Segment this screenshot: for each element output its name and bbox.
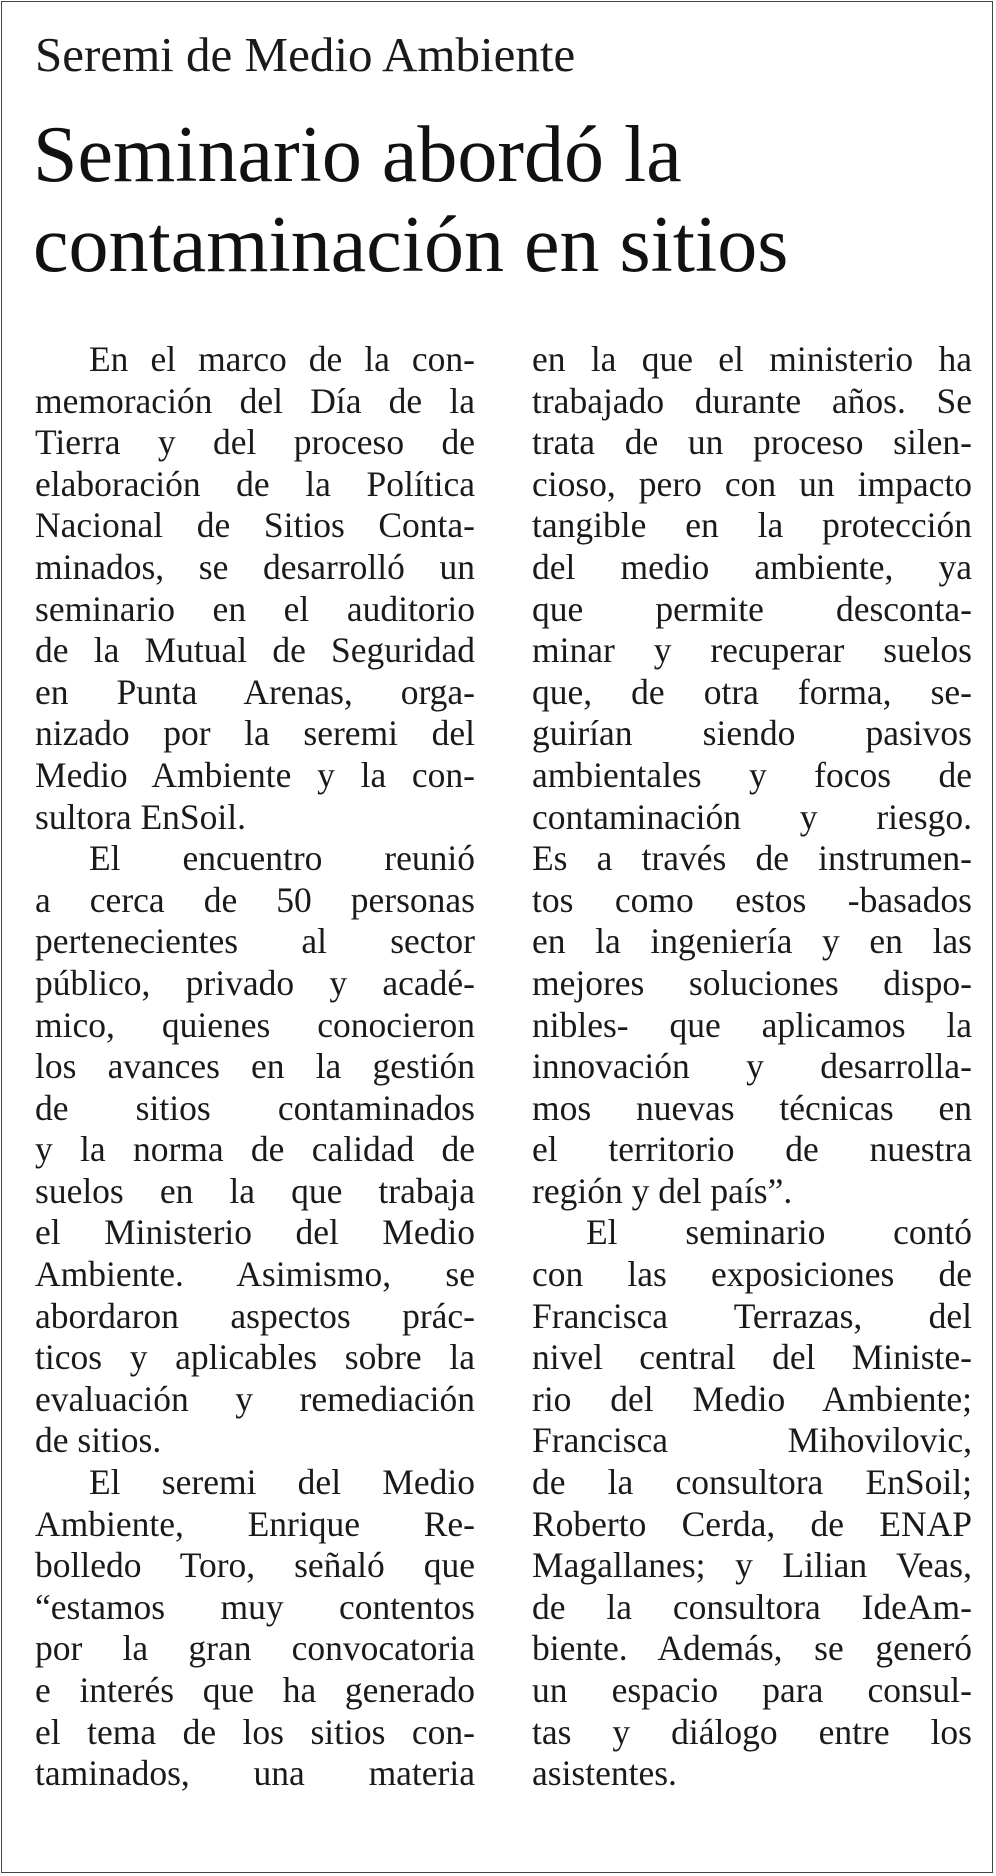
body-text-line: región y del país”.	[532, 1170, 793, 1211]
body-text-line: en Punta Arenas, orga-	[35, 671, 475, 712]
body-column-right	[532, 339, 972, 1795]
body-text-line: asistentes.	[532, 1753, 677, 1794]
body-text-line: un espacio para consul-	[532, 1670, 972, 1710]
body-text-line: con las exposiciones de	[532, 1254, 972, 1295]
headline-line: Seminario abordó la	[33, 111, 682, 199]
body-text-line: cioso, pero con un impacto	[532, 463, 972, 504]
body-text-line: de sitios contaminados	[35, 1087, 475, 1128]
body-text-line: minar y recuperar suelos	[532, 630, 972, 671]
body-text-line: tas y diálogo entre los	[532, 1711, 972, 1752]
body-text-line: seminario en el auditorio	[35, 588, 475, 629]
body-text-line: evaluación y remediación	[35, 1378, 475, 1419]
body-text-line: Ambiente, Enrique Re-	[35, 1503, 475, 1544]
body-text-line: El seminario contó	[586, 1212, 972, 1253]
body-text-line: rio del Medio Ambiente;	[532, 1378, 972, 1419]
body-text-line: nizado por la seremi del	[35, 713, 475, 754]
body-text-line: de la consultora EnSoil;	[532, 1462, 972, 1503]
body-text-line: “estamos muy contentos	[35, 1586, 475, 1627]
section-kicker: Seremi de Medio Ambiente	[35, 27, 576, 82]
body-text-line: público, privado y acadé-	[35, 962, 475, 1003]
body-text-line: contaminación y riesgo.	[532, 796, 972, 837]
body-text-line: del medio ambiente, ya	[532, 546, 972, 587]
body-text-line: sultora EnSoil.	[35, 796, 247, 837]
body-text-line: Nacional de Sitios Conta-	[35, 505, 475, 546]
body-text-line: por la gran convocatoria	[35, 1628, 475, 1669]
body-text-line: minados, se desarrolló un	[35, 546, 475, 587]
article-frame	[1, 1, 993, 1873]
body-text-line: de la consultora IdeAm-	[532, 1586, 972, 1627]
headline-line: contaminación en sitios	[33, 201, 789, 289]
body-text-line: Medio Ambiente y la con-	[35, 754, 475, 795]
body-column-left	[35, 339, 475, 1795]
body-text-line: Ambiente. Asimismo, se	[35, 1254, 475, 1295]
body-text-line: En el marco de la con-	[89, 339, 475, 379]
body-text-line: Roberto Cerda, de ENAP	[532, 1503, 972, 1544]
body-text-line: de sitios.	[35, 1420, 162, 1461]
body-text-line: los avances en la gestión	[35, 1046, 475, 1087]
body-text-line: e interés que ha generado	[35, 1670, 475, 1710]
body-text-line: Tierra y del proceso de	[35, 422, 475, 463]
body-text-line: Francisca Terrazas, del	[532, 1295, 972, 1336]
body-text-line: que permite desconta-	[532, 588, 972, 629]
body-text-line: el tema de los sitios con-	[35, 1711, 475, 1752]
body-text-line: abordaron aspectos prác-	[35, 1295, 475, 1336]
body-text-line: innovación y desarrolla-	[532, 1046, 972, 1087]
body-text-line: trata de un proceso silen-	[532, 422, 972, 463]
body-text-line: ticos y aplicables sobre la	[35, 1337, 475, 1378]
body-text-line: el Ministerio del Medio	[35, 1212, 475, 1253]
body-text-line: suelos en la que trabaja	[35, 1170, 475, 1211]
body-text-line: elaboración de la Política	[35, 463, 475, 504]
body-text-line: mico, quienes conocieron	[35, 1004, 475, 1045]
body-text-line: Magallanes; y Lilian Veas,	[532, 1545, 972, 1586]
body-text-line: El seremi del Medio	[89, 1462, 475, 1503]
headline	[33, 110, 788, 290]
body-text-line: tangible en la protección	[532, 505, 972, 546]
body-text-line: trabajado durante años. Se	[532, 380, 972, 421]
body-text-line: el territorio de nuestra	[532, 1129, 972, 1170]
body-text-line: en la que el ministerio ha	[532, 339, 972, 379]
body-text-line: ambientales y focos de	[532, 754, 972, 795]
body-text-line: taminados, una materia	[35, 1753, 475, 1794]
body-text-line: nivel central del Ministe-	[532, 1337, 972, 1378]
body-text-line: mejores soluciones dispo-	[532, 962, 972, 1003]
body-text-line: bolledo Toro, señaló que	[35, 1545, 475, 1586]
body-text-line: en la ingeniería y en las	[532, 921, 972, 962]
body-text-line: que, de otra forma, se-	[532, 671, 972, 712]
body-text-line: pertenecientes al sector	[35, 921, 475, 962]
body-text-line: Es a través de instrumen-	[532, 838, 972, 879]
body-text-line: memoración del Día de la	[35, 380, 475, 421]
body-text-line: de la Mutual de Seguridad	[35, 630, 475, 671]
body-text-line: Francisca Mihovilovic,	[532, 1420, 972, 1461]
body-text-line: y la norma de calidad de	[35, 1129, 475, 1170]
body-text-line: a cerca de 50 personas	[35, 879, 475, 920]
body-text-line: guirían siendo pasivos	[532, 713, 972, 754]
body-text-line: El encuentro reunió	[89, 838, 475, 879]
body-text-line: biente. Además, se generó	[532, 1628, 972, 1669]
body-text-line: mos nuevas técnicas en	[532, 1087, 972, 1128]
body-text-line: tos como estos -basados	[532, 879, 972, 920]
body-text-line: nibles- que aplicamos la	[532, 1004, 972, 1045]
